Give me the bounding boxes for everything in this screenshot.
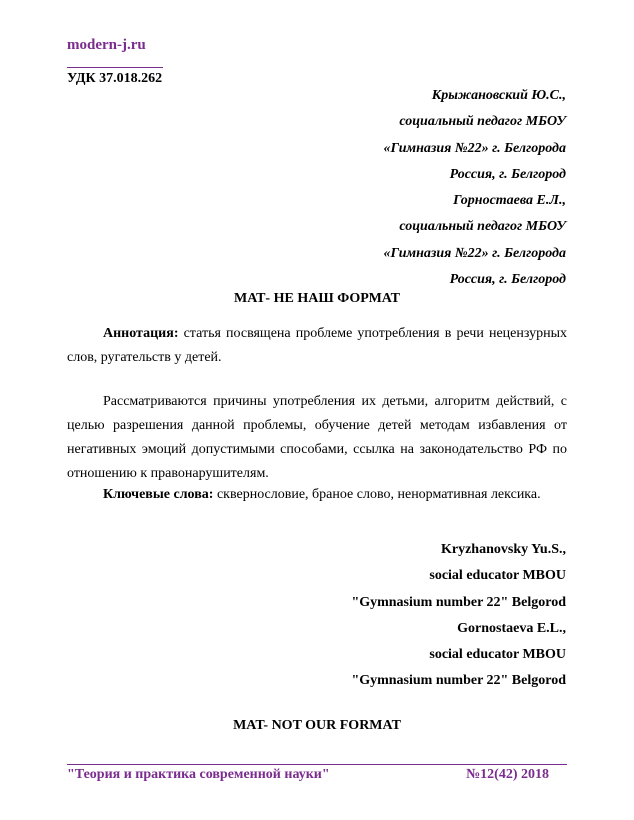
author-line: «Гимназия №22» г. Белгорода: [383, 245, 566, 261]
author-line: Россия, г. Белгород: [449, 166, 566, 182]
keywords-label: Ключевые слова:: [103, 487, 214, 502]
author-line: Горностаева Е.Л.,: [453, 193, 566, 209]
footer-issue: №12(42) 2018: [466, 767, 549, 782]
description-paragraph: [67, 390, 567, 486]
annotation-paragraph: [67, 322, 567, 370]
footer-journal-name: "Теория и практика современной науки": [67, 767, 330, 782]
author-line-en: Kryzhanovsky Yu.S.,: [440, 542, 566, 557]
author-line-en: social educator MBOU: [429, 568, 566, 584]
author-line: Крыжановский Ю.С.,: [431, 88, 566, 103]
footer-divider: [67, 764, 567, 765]
author-line: Россия, г. Белгород: [449, 272, 566, 288]
description-text: Рассматриваются причины употребления их детьми, алгоритм действий, с целью разрешения данной проблемы, обучение детей методам избавления от негативных эмоций допустимыми способами, ссылка на законодательство РФ по отношению к правонарушителям.: [67, 394, 567, 481]
article-title-ru: МАТ- НЕ НАШ ФОРМАТ: [234, 291, 400, 306]
site-name: modern-j.ru: [67, 37, 146, 53]
author-line-en: "Gymnasium number 22" Belgorod: [351, 673, 566, 689]
site-underline: [67, 67, 163, 68]
author-line-en: "Gymnasium number 22" Belgorod: [351, 594, 566, 610]
keywords-text: сквернословие, браное слово, ненормативная лексика.: [213, 487, 541, 502]
author-line-en: social educator MBOU: [429, 647, 566, 663]
keywords-paragraph: [67, 483, 567, 507]
article-title-en: MAT- NOT OUR FORMAT: [233, 718, 401, 733]
annotation-text: статья посвящена проблеме употребления в речи нецензурных слов, ругательств у детей.: [67, 326, 567, 365]
authors-en-block: [86, 537, 566, 695]
author-line: «Гимназия №22» г. Белгорода: [383, 140, 566, 156]
authors-ru-block: [86, 83, 566, 293]
author-line: социальный педагог МБОУ: [399, 219, 566, 235]
author-line: социальный педагог МБОУ: [399, 114, 566, 130]
author-line-en: Gornostaeva E.L.,: [457, 620, 566, 636]
annotation-label: Аннотация:: [103, 326, 179, 341]
udk-code: УДК 37.018.262: [67, 71, 163, 86]
